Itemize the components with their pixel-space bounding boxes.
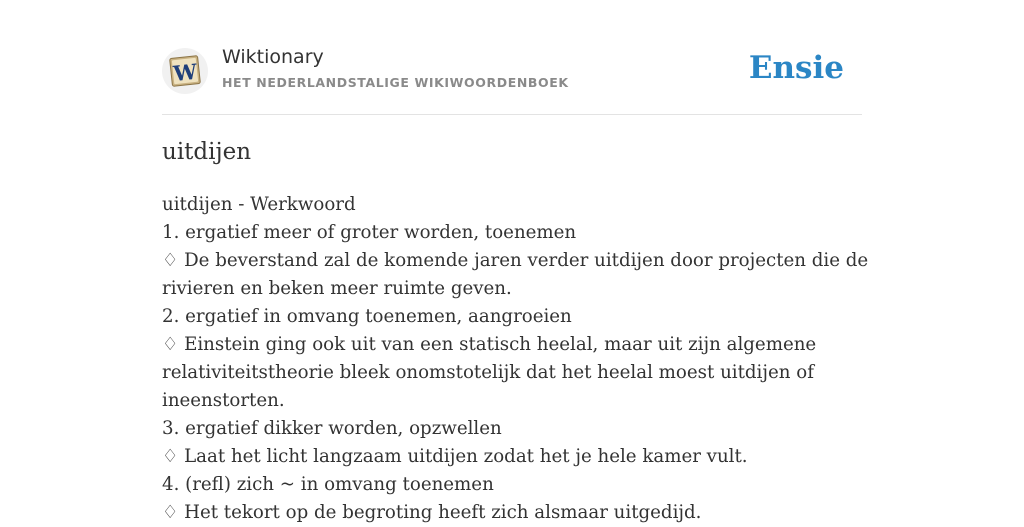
definition-line: ♢ Einstein ging ook uit van een statisch heelal, maar uit zijn algemene [162,334,817,355]
definition-line: rivieren en beken meer ruimte geven. [162,278,512,299]
site-subtitle: HET NEDERLANDSTALIGE WIKIWOORDENBOEK [222,75,569,90]
article [162,136,869,527]
definition-line: 2. ergatief in omvang toenemen, aangroeien [162,306,572,327]
definition-line: ♢ De beverstand zal de komende jaren verder uitdijen door projecten die de [162,250,869,271]
wiktionary-logo-icon[interactable] [162,48,208,94]
definition-line: ♢ Laat het licht langzaam uitdijen zodat het je hele kamer vult. [162,446,748,467]
definition-line: 3. ergatief dikker worden, opzwellen [162,418,502,439]
definition-line: ineenstorten. [162,390,285,411]
logo-letter: W [172,58,199,87]
page-title: uitdijen [162,139,252,165]
definition-line: relativiteitstheorie bleek onomstotelijk dat het heelal moest uitdijen of [162,362,814,383]
definition-body [162,191,869,527]
site-header [162,44,862,115]
ensie-brand-link[interactable]: Ensie [748,50,844,86]
definition-line: uitdijen - Werkwoord [162,194,356,215]
definition-line: 1. ergatief meer of groter worden, toenemen [162,222,577,243]
site-title[interactable]: Wiktionary [222,46,324,68]
definition-line: ♢ Het tekort op de begroting heeft zich alsmaar uitgedijd. [162,502,702,523]
definition-line: 4. (refl) zich ~ in omvang toenemen [162,474,494,495]
